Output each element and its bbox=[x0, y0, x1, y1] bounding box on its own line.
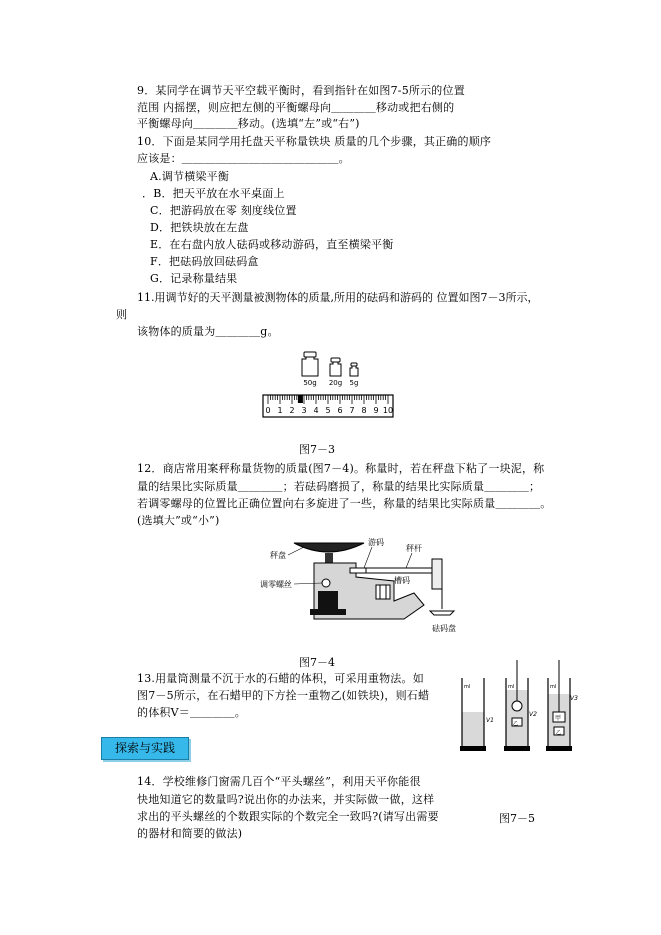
q9-line1: 9．某同学在调节天平空载平衡时，看到指针在如图7-5所示的位置 bbox=[137, 84, 465, 97]
cylinder-2-ml: ml bbox=[508, 684, 515, 690]
scale-number: 5 bbox=[325, 406, 331, 415]
q11-line2: 该物体的质量为＿＿＿＿g。 bbox=[137, 325, 279, 338]
label-beam: 秤杆 bbox=[406, 544, 422, 553]
scale-pan-icon bbox=[294, 543, 364, 552]
q11-line1: 11.用调节好的天平测量被测物体的质量,所用的砝码和游码的 位置如图7－3所示， bbox=[137, 291, 539, 304]
scale-number: 4 bbox=[313, 406, 319, 415]
figure-7-5 bbox=[458, 660, 584, 754]
scale-number: 8 bbox=[361, 406, 367, 415]
q12-line2: 量的结果比实际质量＿＿＿＿；若砝码磨损了，称量的结果比实际质量＿＿＿＿； bbox=[137, 480, 541, 493]
label-v1: V1 bbox=[486, 717, 494, 724]
q11-line1-wrap: 则 bbox=[116, 308, 128, 321]
q12-line4: (选填大”或“小”) bbox=[137, 514, 220, 527]
figure-7-4 bbox=[256, 533, 478, 635]
scale-number: 9 bbox=[373, 406, 379, 415]
figure-7-5-caption: 图7－5 bbox=[499, 812, 535, 825]
q10-option-c: C．把游码放在零 刻度线位置 bbox=[150, 204, 297, 217]
scale-number: 6 bbox=[337, 406, 343, 415]
zero-screw-icon bbox=[322, 579, 330, 587]
beam-end bbox=[432, 559, 442, 589]
figure-7-3-caption: 图7－3 bbox=[299, 443, 335, 456]
scale-number: 1 bbox=[277, 406, 283, 415]
q9-line3: 平衡螺母向＿＿＿＿移动。(选填“左”或“右”) bbox=[137, 117, 360, 130]
q12-line1: 12．商店常用案秤称量货物的质量(图7－4)。称量时，若在秤盘下粘了一块泥，称 bbox=[137, 462, 545, 475]
rider-marker bbox=[298, 395, 303, 403]
label-pan: 秤盘 bbox=[270, 551, 286, 560]
weight-label-20g: 20g bbox=[328, 379, 343, 387]
label-zero-screw: 调零螺丝 bbox=[260, 580, 292, 589]
label-slot-weight: 槽码 bbox=[394, 576, 410, 585]
label-v3: V3 bbox=[570, 695, 578, 702]
q10-option-g: G．记录称量结果 bbox=[150, 272, 238, 285]
label-rider: 游码 bbox=[368, 538, 384, 547]
cylinder-3-ml: ml bbox=[550, 684, 557, 690]
scale-number: 10 bbox=[382, 406, 394, 415]
scale-number: 7 bbox=[349, 406, 355, 415]
figure-7-3 bbox=[258, 348, 398, 420]
q10-option-d: D．把铁块放在左盘 bbox=[150, 221, 249, 234]
weight-5g-icon bbox=[350, 363, 358, 376]
q13-line3: 的体积V＝＿＿＿＿。 bbox=[137, 706, 246, 719]
q10-option-b: ．B．把天平放在水平桌面上 bbox=[142, 187, 285, 200]
q10-option-f: F．把砝码放回砝码盒 bbox=[150, 255, 259, 268]
label-jia-3: 甲 bbox=[555, 715, 562, 722]
q10-option-a: A.调节横梁平衡 bbox=[150, 170, 230, 183]
label-yi-2: 乙 bbox=[513, 721, 519, 727]
q14-line2: 快地知道它的数量吗?说出你的办法来，并实际做一做，这样 bbox=[137, 793, 435, 806]
scale-number: 0 bbox=[265, 406, 271, 415]
section-heading: 探索与实践 bbox=[101, 737, 189, 760]
q14-line4: 的器材和简要的做法) bbox=[137, 827, 243, 840]
label-v2: V2 bbox=[529, 711, 537, 718]
q13-line1: 13.用量筒测量不沉于水的石蜡的体积，可采用重物法。如 bbox=[137, 672, 424, 685]
cylinder-1-ml: ml bbox=[464, 684, 471, 690]
q14-line1: 14．学校维修门窗需几百个“平头螺丝”，利用天平你能很 bbox=[137, 775, 421, 788]
scale-base-left bbox=[310, 609, 346, 615]
weight-label-5g: 5g bbox=[349, 379, 359, 387]
beam-bar-icon bbox=[350, 568, 440, 573]
q14-line3: 求出的平头螺丝的个数跟实际的个数完全一致吗?(请写出需要 bbox=[137, 810, 439, 823]
q12-line3: 若调零螺母的位置比正确位置向右多旋进了一些，称量的结果比实际质量＿＿＿＿。 bbox=[137, 497, 552, 510]
weight-label-50g: 50g bbox=[303, 379, 317, 387]
scale-number: 2 bbox=[289, 406, 295, 415]
q10-line2: 应该是：＿＿＿＿＿＿＿＿＿＿＿＿＿＿。 bbox=[137, 152, 350, 165]
cylinder-3-icon bbox=[546, 660, 572, 751]
weight-20g-icon bbox=[330, 358, 341, 376]
scale-number: 3 bbox=[301, 406, 307, 415]
q10-line1: 10．下面是某同学用托盘天平称量铁块 质量的几个步骤，其正确的顺序 bbox=[137, 135, 492, 148]
q13-line2: 图7－5所示，在石蜡甲的下方拴一重物乙(如铁块)，则石蜡 bbox=[137, 689, 430, 702]
label-weight-pan: 砝码盘 bbox=[432, 624, 456, 633]
cylinder-2-icon bbox=[504, 660, 530, 751]
weight-50g-icon bbox=[302, 352, 318, 376]
q10-option-e: E．在右盘内放人砝码或移动游码，直至横梁平衡 bbox=[150, 238, 394, 251]
q9-line2: 范围 内摇摆，则应把左侧的平衡螺母向＿＿＿＿移动或把右侧的 bbox=[137, 101, 455, 114]
slot-weight-icon bbox=[376, 585, 390, 599]
label-yi-3: 乙 bbox=[556, 730, 562, 736]
figure-7-4-caption: 图7－4 bbox=[299, 656, 335, 669]
weight-pan-icon bbox=[430, 611, 454, 615]
